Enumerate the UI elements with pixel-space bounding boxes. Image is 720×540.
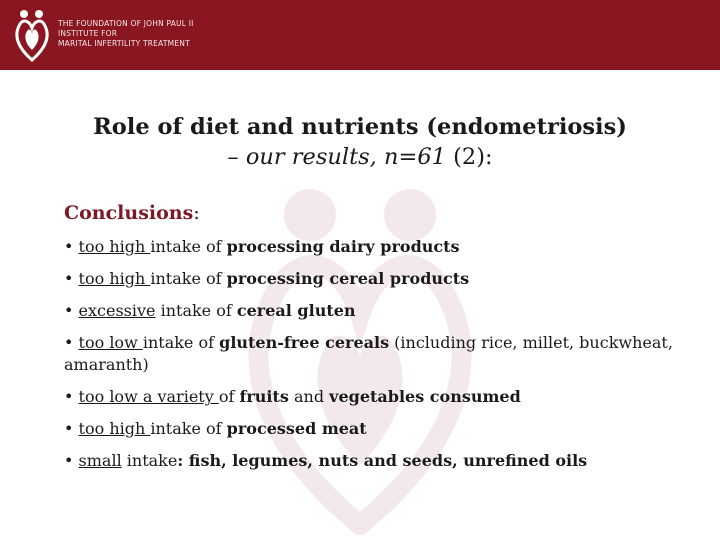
list-item xyxy=(64,450,684,472)
bullet: • xyxy=(64,269,79,288)
item-bold-text-2: vegetables consumed xyxy=(329,387,521,406)
item-text: intake of xyxy=(150,419,227,438)
org-line-2: INSTITUTE FOR xyxy=(58,29,118,38)
underlined-qualifier: small xyxy=(78,451,122,470)
item-bold-text: gluten-free cereals xyxy=(219,333,390,352)
conclusions-colon: : xyxy=(193,202,200,224)
title-line-2 xyxy=(0,142,720,172)
header-band xyxy=(0,0,720,70)
conclusions-label: Conclusions xyxy=(64,202,194,224)
org-name xyxy=(58,19,194,49)
bullet: • xyxy=(64,419,79,438)
underlined-qualifier: excessive xyxy=(78,301,156,320)
item-text: of xyxy=(218,387,240,406)
underlined-qualifier: too high xyxy=(78,419,151,438)
list-item xyxy=(64,386,684,408)
bullet: • xyxy=(64,451,79,470)
item-text-continued: (including rice, millet, buckwheat, amaranth) xyxy=(64,333,673,374)
title-dash: – xyxy=(227,144,246,170)
list-item xyxy=(64,300,684,322)
org-line-3: MARITAL INFERTILITY TREATMENT xyxy=(58,39,190,48)
conclusions-heading xyxy=(64,202,200,224)
list-item xyxy=(64,268,684,290)
item-bold-text: fruits xyxy=(239,387,289,406)
item-text: intake of xyxy=(155,301,237,320)
item-text: intake xyxy=(121,451,178,470)
org-line-1: THE FOUNDATION OF JOHN PAUL II xyxy=(58,19,194,28)
underlined-qualifier: too high xyxy=(78,269,151,288)
bullet: • xyxy=(64,301,79,320)
item-bold-text: processing cereal products xyxy=(226,269,470,288)
item-text-continued: and xyxy=(288,387,330,406)
title-line-1: Role of diet and nutrients (endometriosis) xyxy=(93,114,627,140)
foundation-logo-icon xyxy=(12,6,52,62)
underlined-qualifier: too low xyxy=(78,333,143,352)
list-item xyxy=(64,236,684,258)
list-item xyxy=(64,332,684,376)
bullet: • xyxy=(64,237,79,256)
bullet: • xyxy=(64,387,79,406)
item-bold-text: processed meat xyxy=(226,419,367,438)
item-bold-text: : fish, legumes, nuts and seeds, unrefined oils xyxy=(177,451,588,470)
underlined-qualifier: too low a variety xyxy=(78,387,219,406)
item-text: intake of xyxy=(142,333,220,352)
title-italic: our results, n=61 xyxy=(245,144,446,170)
list-item xyxy=(64,418,684,440)
slide-title xyxy=(0,112,720,172)
item-text: intake of xyxy=(150,269,227,288)
item-bold-text: cereal gluten xyxy=(236,301,356,320)
item-bold-text: processing dairy products xyxy=(226,237,460,256)
title-rest: (2): xyxy=(445,144,493,170)
conclusions-list xyxy=(64,236,684,482)
item-text: intake of xyxy=(150,237,227,256)
bullet: • xyxy=(64,333,79,352)
underlined-qualifier: too high xyxy=(78,237,151,256)
